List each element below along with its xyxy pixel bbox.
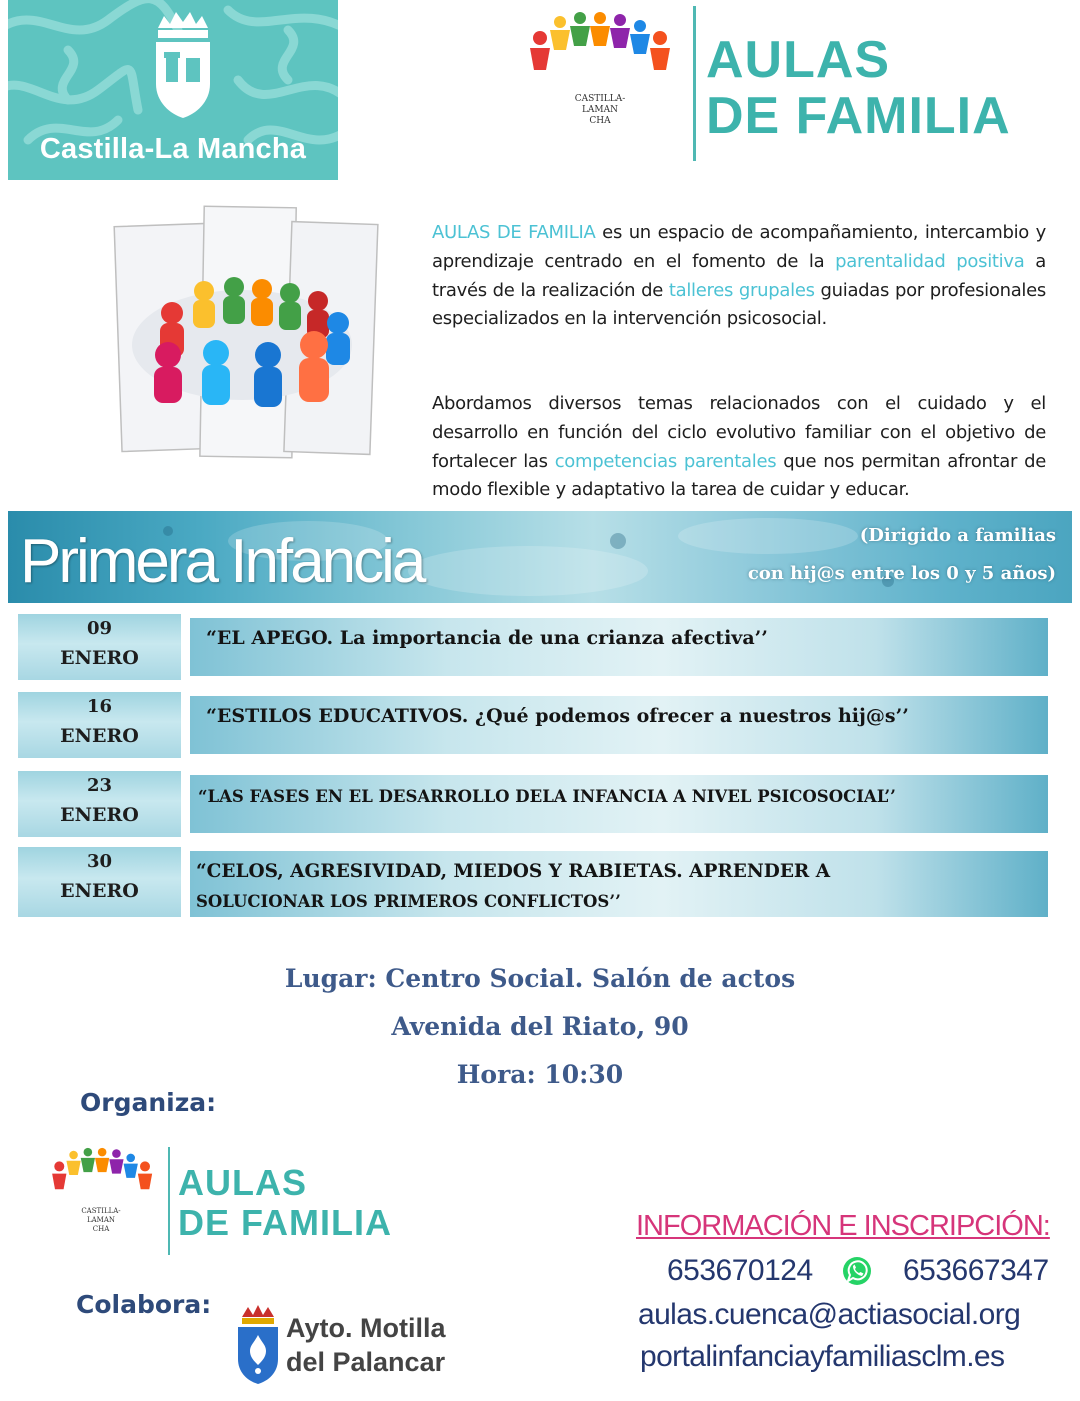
intro-text: que nos permitan afrontar de modo flexible y adaptativo la tarea de cuidar y educar.	[432, 450, 1046, 501]
aulas-de-familia-logo	[528, 6, 1068, 166]
session-topic-line-1: “CELOS, AGRESIVIDAD, MIEDOS Y RABIETAS. APRENDER A	[196, 861, 831, 882]
session-month: ENERO	[60, 880, 139, 902]
ayuntamiento-logo	[236, 1305, 486, 1390]
session-month: ENERO	[60, 725, 139, 747]
ayto-name-line-1: Ayto. Motilla	[286, 1313, 446, 1343]
audience-line-2: con hij@s entre los 0 y 5 años)	[747, 563, 1056, 584]
session-topic-text: “LAS FASES EN EL DESARROLLO DELA INFANCIA A NIVEL PSICOSOCIAL’’	[198, 787, 896, 806]
session-topic	[190, 775, 1048, 833]
sublogo-line-3: CHA	[589, 116, 611, 126]
session-month: ENERO	[60, 804, 139, 826]
intro-text: es un espacio de acompañamiento, intercambio y aprendizaje centrado en el fomento de la	[432, 222, 1046, 272]
session-topic-text	[196, 854, 830, 914]
colabora-label: Colabora:	[76, 1290, 212, 1319]
program-name-highlight: AULAS DE FAMILIA	[432, 222, 596, 243]
sublogo-line-2: LAMAN	[581, 105, 619, 115]
family-figures-icon	[528, 8, 673, 78]
sublogo-line-1: CASTILLA-	[574, 94, 626, 104]
intro-paragraph-2	[432, 390, 1046, 505]
logo-divider	[168, 1147, 170, 1255]
session-day: 23	[86, 775, 113, 796]
group-workshops-highlight: talleres grupales	[668, 279, 815, 301]
session-topic	[190, 618, 1048, 676]
phone-number-1[interactable]: 653670124	[667, 1254, 813, 1287]
session-topic-text: “ESTILOS EDUCATIVOS. ¿Qué podemos ofrecer a nuestros hij@s’’	[206, 705, 909, 727]
primera-infancia-banner	[8, 511, 1072, 603]
session-month: ENERO	[60, 647, 139, 669]
aulas-de-familia-logo-small	[50, 1145, 430, 1260]
positive-parenting-highlight: parentalidad positiva	[835, 250, 1025, 272]
castilla-la-mancha-logo	[8, 0, 338, 180]
session-row	[18, 692, 1050, 758]
audience-line-1: (Dirigido a familias	[859, 525, 1056, 546]
intro-text: Abordamos diversos temas relacionados con el cuidado y el desarrollo en función del ciclo evolutivo familiar con el objetivo de fortalecer las	[432, 393, 1046, 472]
family-circle-illustration	[112, 205, 382, 465]
parental-competences-highlight: competencias parentales	[554, 450, 777, 472]
program-title-line-1: AULAS	[178, 1162, 307, 1203]
ayto-name-line-2: del Palancar	[286, 1347, 446, 1377]
family-figures-icon	[50, 1145, 155, 1195]
whatsapp-icon	[842, 1256, 872, 1286]
banner-title: Primera Infancia	[20, 527, 424, 596]
session-topic	[190, 696, 1048, 754]
crest-icon	[150, 10, 216, 120]
municipal-shield-icon	[236, 1305, 280, 1385]
session-date	[18, 847, 181, 917]
session-date	[18, 614, 181, 680]
contact-website[interactable]: portalinfanciayfamiliasclm.es	[640, 1340, 1005, 1373]
phone-number-2[interactable]: 653667347	[903, 1254, 1049, 1287]
program-title-line-2: DE FAMILIA	[706, 87, 1011, 145]
logo-divider	[693, 6, 696, 161]
session-day: 16	[86, 696, 113, 717]
session-date	[18, 771, 181, 837]
session-row	[18, 847, 1050, 917]
info-inscription-title: INFORMACIÓN E INSCRIPCIÓN:	[636, 1210, 1050, 1242]
session-date	[18, 692, 181, 758]
session-topic-text: “EL APEGO. La importancia de una crianza afectiva’’	[206, 627, 768, 649]
session-row	[18, 614, 1050, 680]
program-title-line-2: DE FAMILIA	[178, 1202, 392, 1243]
session-day: 09	[86, 618, 113, 639]
sublogo-line-1: CASTILLA-	[81, 1207, 121, 1215]
sublogo-line-3: CHA	[92, 1225, 110, 1233]
region-name: Castilla-La Mancha	[39, 133, 307, 165]
sublogo-text	[74, 1207, 128, 1234]
program-title-line-1: AULAS	[706, 31, 891, 89]
session-topic	[190, 851, 1048, 917]
intro-text: guiadas por profesionales especializados en la intervención psicosocial.	[432, 279, 1046, 330]
contact-email[interactable]: aulas.cuenca@actiasocial.org	[638, 1298, 1021, 1331]
session-row	[18, 771, 1050, 837]
venue-address: Avenida del Riato, 90	[391, 1012, 689, 1041]
session-topic-line-2: SOLUCIONAR LOS PRIMEROS CONFLICTOS’’	[196, 892, 621, 911]
sublogo-line-2: LAMAN	[86, 1216, 116, 1224]
venue-place: Lugar: Centro Social. Salón de actos	[284, 964, 796, 993]
venue-time: Hora: 10:30	[456, 1060, 624, 1089]
organiza-label: Organiza:	[80, 1088, 217, 1117]
intro-paragraph-1	[432, 219, 1046, 334]
session-day: 30	[86, 851, 113, 872]
sublogo-text	[564, 94, 636, 127]
intro-text: a través de la realización de	[432, 250, 1046, 301]
